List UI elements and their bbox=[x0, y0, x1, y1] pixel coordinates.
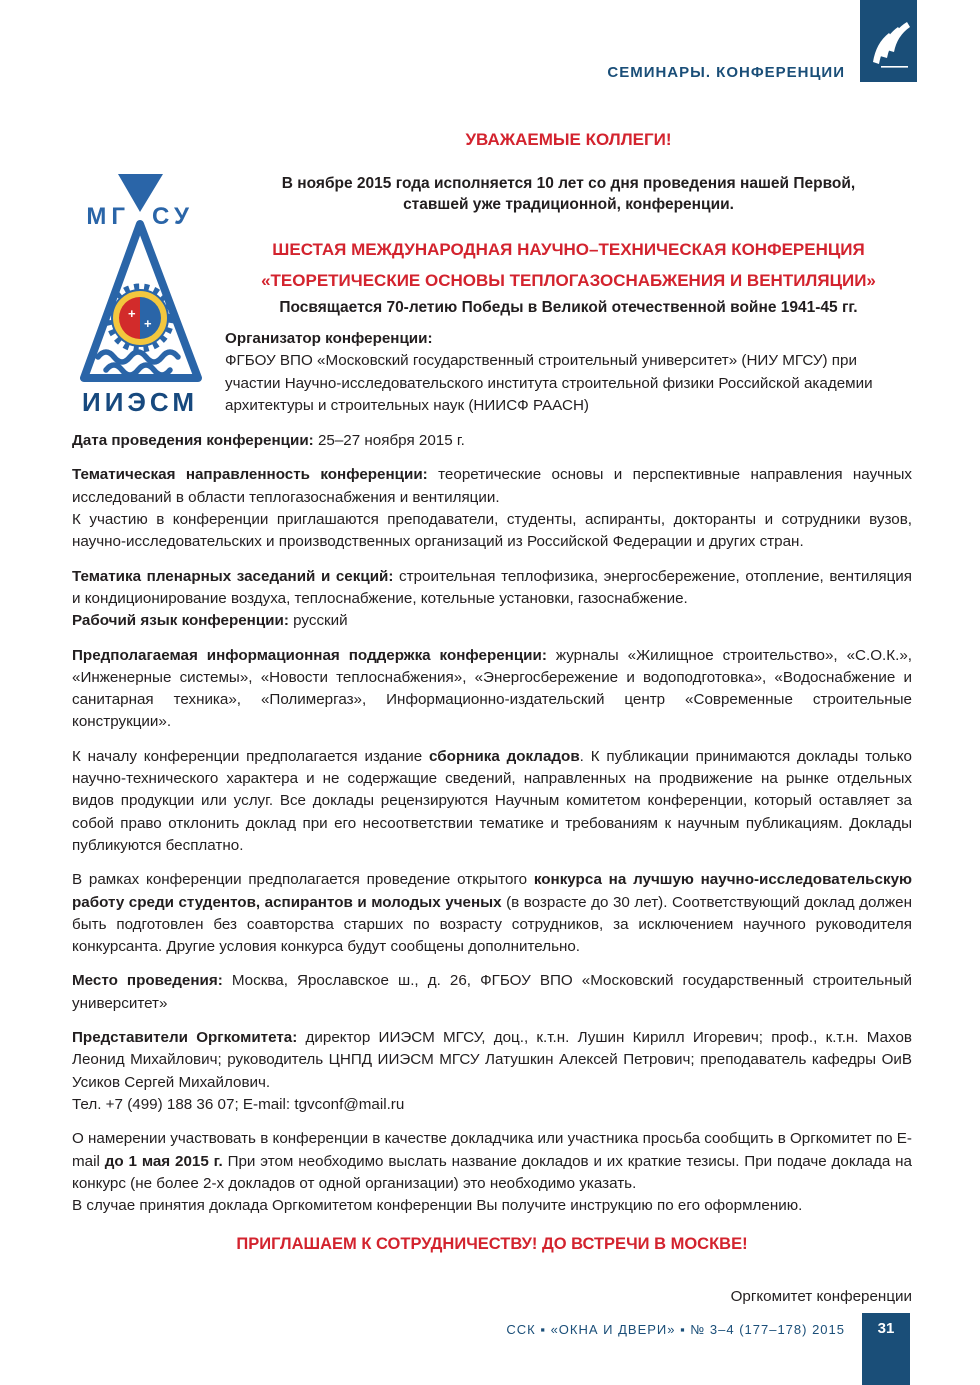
paragraph-media bbox=[72, 645, 912, 734]
paragraph-committee bbox=[72, 1027, 912, 1094]
dedication-line: Посвящается 70-летию Победы в Великой отечественной войне 1941-45 гг. bbox=[279, 299, 858, 316]
svg-text:+: + bbox=[128, 306, 136, 321]
apply-bold: до 1 мая 2015 г. bbox=[104, 1152, 223, 1170]
proceedings-post: . К публикации принимаются доклады только научно-технического характера и не содержащие сведений, направленных на продвижение на рынке отдельных видов продукции или услуг. Все доклады рецензируются Научным комитетом конференции, который оставляет за собой право отклонить доклад при его несоответствии тематике и требованиям к научным публикациям. Доклады публикуются бесплатно. bbox=[72, 747, 913, 854]
conference-title-line1: ШЕСТАЯ МЕЖДУНАРОДНАЯ НАУЧНО–ТЕХНИЧЕСКАЯ КОНФЕРЕНЦИЯ bbox=[272, 240, 865, 259]
paragraph-participation: К участию в конференции приглашаются преподаватели, студенты, аспиранты, докторанты и сотрудники вузов, научно-исследовательских и производственных организаций из Российской Федерации и других стран. bbox=[72, 511, 912, 551]
language-text: русский bbox=[293, 612, 348, 630]
section-title: СЕМИНАРЫ. КОНФЕРЕНЦИИ bbox=[607, 64, 845, 81]
contest-bold: конкурса на лучшую научно-исследовательскую работу среди студентов, аспирантов и молодых ученых bbox=[72, 871, 912, 911]
proceedings-pre: К началу конференции предполагается издание bbox=[72, 747, 430, 765]
proceedings-bold: сборника докладов bbox=[429, 747, 580, 765]
media-label: Предполагаемая информационная поддержка конференции: bbox=[72, 646, 547, 664]
apply-post: При этом необходимо выслать название докладов и их краткие тезисы. При подаче доклада на конкурс (не более 2-х докладов от одной организации) это необходимо указать. bbox=[72, 1152, 912, 1192]
paragraph-venue bbox=[72, 970, 912, 1015]
date-text: 25–27 ноября 2015 г. bbox=[317, 432, 465, 450]
footer-journal-line: ССК ▪ «ОКНА И ДВЕРИ» ▪ № 3–4 (177–178) 2015 bbox=[506, 1322, 845, 1337]
svg-text:+: + bbox=[144, 316, 152, 331]
announcement-body bbox=[72, 430, 912, 1309]
signature-line: Оргкомитет конференции bbox=[730, 1288, 912, 1306]
logo-text-iiesm: ИИЭСМ bbox=[82, 387, 198, 416]
committee-label: Представители Оргкомитета: bbox=[72, 1029, 298, 1047]
venue-text: Москва, Ярославское ш., д. 26, ФГБОУ ВПО «Московский государственный строительный университет» bbox=[72, 972, 912, 1012]
apply-pre: О намерении участвовать в конференции в качестве докладчика или участника просьба сообщить в Оргкомитет по E-mail bbox=[72, 1130, 912, 1170]
paragraph-language bbox=[72, 610, 912, 632]
contest-post: (в возрасте до 30 лет). Соответствующий доклад должен быть подготовлен без соавторства старших по возрасту сотрудников, за исключением научного руководителя конкурсанта. Другие условия конкурса будут сообщены дополнительно. bbox=[72, 893, 912, 956]
organizer-block bbox=[225, 328, 912, 417]
intro-text bbox=[225, 173, 912, 215]
paragraph-contest bbox=[72, 869, 912, 958]
page-content bbox=[72, 0, 912, 1309]
thematic-text: теоретические основы и перспективные направления научных исследований в области теплогазоснабжения и вентиляции. bbox=[72, 466, 912, 506]
paragraph-contacts: Тел. +7 (499) 188 36 07; E-mail: tgvconf@mail.ru bbox=[72, 1095, 405, 1113]
topics-text: строительная теплофизика, энергосбережение, отопление, вентиляция и кондиционирование воздуха, теплоснабжение, котельные установки, газоснабжение. bbox=[72, 567, 912, 607]
venue-label: Место проведения: bbox=[72, 972, 223, 990]
page-number-badge: 31 bbox=[862, 1313, 910, 1385]
intro-line1: В ноябре 2015 года исполняется 10 лет со дня проведения нашей Первой, bbox=[281, 175, 856, 192]
language-label: Рабочий язык конференции: bbox=[72, 612, 289, 630]
paragraph-topics bbox=[72, 566, 912, 611]
committee-text: директор ИИЭСМ МГСУ, доц., к.т.н. Лушин Кирилл Игоревич; проф., к.т.н. Махов Леонид Михайлович; руководитель ЦНПД ИИЭСМ МГСУ Латушкин Алексей Петрович; преподаватель кафедры ОиВ Усиков Сергей Михайлович. bbox=[72, 1029, 912, 1091]
announcement-header bbox=[225, 0, 912, 417]
paragraph-thematic bbox=[72, 464, 912, 509]
contest-pre: В рамках конференции предполагается проведение открытого bbox=[72, 871, 534, 889]
topics-label: Тематика пленарных заседаний и секций: bbox=[72, 567, 394, 585]
paragraph-proceedings bbox=[72, 746, 912, 857]
thematic-label: Тематическая направленность конференции: bbox=[72, 466, 428, 484]
greeting-heading: УВАЖАЕМЫЕ КОЛЛЕГИ! bbox=[465, 130, 672, 149]
logo-text-mgsu-right: СУ bbox=[152, 203, 194, 230]
organizer-text: ФГБОУ ВПО «Московский государственный строительный университет» (НИУ МГСУ) при участии Научно-исследовательского института строительной физики Российской академии архитектуры и строительных наук (НИИСФ РААСН) bbox=[225, 352, 873, 414]
paragraph-date bbox=[72, 430, 912, 452]
paragraph-apply-line2: В случае принятия доклада Оргкомитетом конференции Вы получите инструкцию по его оформлению. bbox=[72, 1197, 803, 1215]
conference-title-line2: «ТЕОРЕТИЧЕСКИЕ ОСНОВЫ ТЕПЛОГАЗОСНАБЖЕНИЯ И ВЕНТИЛЯЦИИ» bbox=[261, 271, 876, 290]
paragraph-apply bbox=[72, 1128, 912, 1195]
media-text: журналы «Жилищное строительство», «С.О.К.», «Инженерные системы», «Новости теплоснабжения», «Энергосбережение и водоподготовка», «Водоснабжение и санитарная техника», «Полимергаз», Информационно-издательский центр «Современные строительные конструкции». bbox=[72, 646, 912, 731]
intro-line2: ставшей уже традиционной, конференции. bbox=[403, 196, 734, 213]
invitation-heading: ПРИГЛАШАЕМ К СОТРУДНИЧЕСТВУ! ДО ВСТРЕЧИ В МОСКВЕ! bbox=[236, 1235, 748, 1254]
logo-text-mgsu-left: МГ bbox=[86, 203, 130, 230]
date-label: Дата проведения конференции: bbox=[72, 432, 314, 450]
organizer-label: Организатор конференции: bbox=[225, 330, 433, 347]
